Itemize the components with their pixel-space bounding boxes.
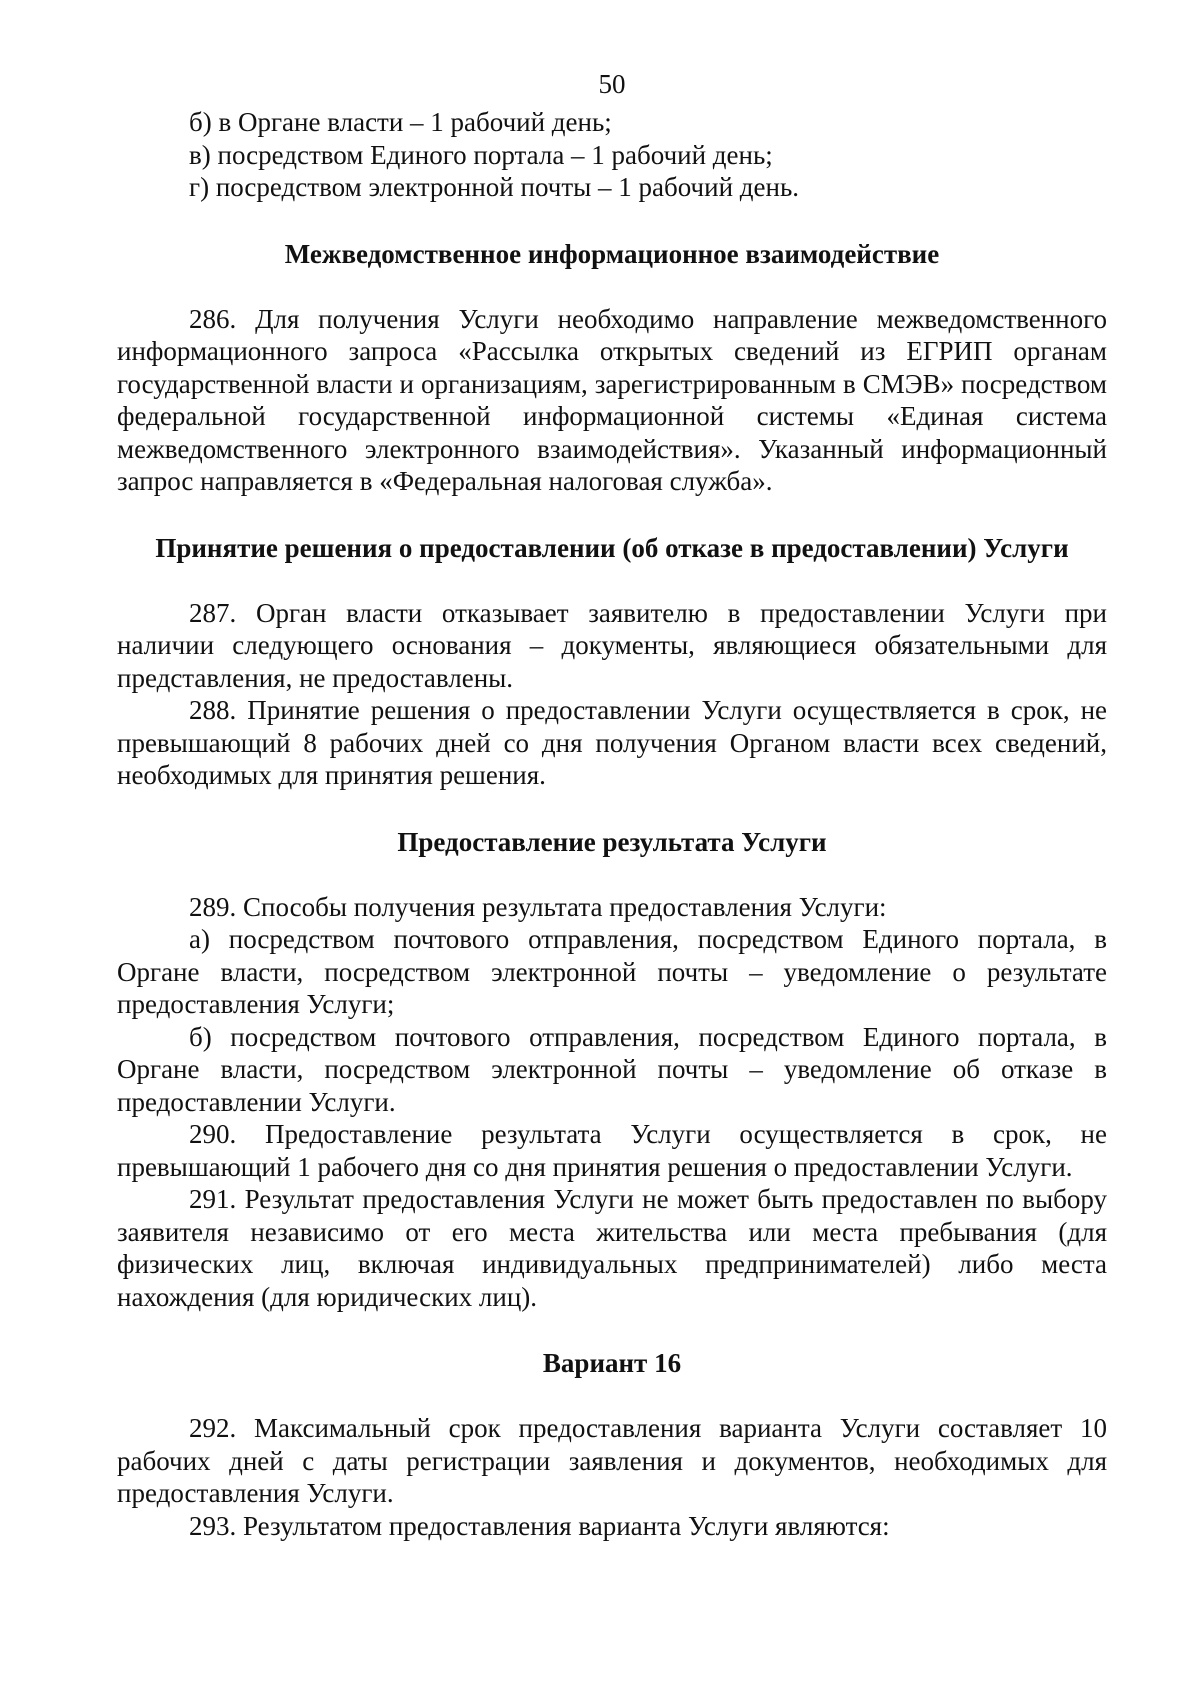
- spacer: [117, 792, 1107, 826]
- section-heading-interagency: Межведомственное информационное взаимодействие: [284, 238, 940, 269]
- intro-item-b: б) в Органе власти – 1 рабочий день;: [189, 107, 612, 137]
- intro-item-v: в) посредством Единого портала – 1 рабочий день;: [189, 139, 773, 170]
- paragraph-287: 287. Орган власти отказывает заявителю в предоставлении Услуги при наличии следующего основания – документы, являющиеся обязательными для представления, не предоставлены.: [117, 597, 1107, 693]
- paragraph-289-b: б) посредством почтового отправления, посредством Единого портала, в Органе власти, посредством электронной почты – уведомление об отказе в предоставлении Услуги.: [117, 1021, 1107, 1117]
- paragraph-289: 289. Способы получения результата предоставления Услуги:: [189, 891, 887, 922]
- paragraph-292: 292. Максимальный срок предоставления варианта Услуги составляет 10 рабочих дней с даты регистрации заявления и документов, необходимых для предоставления Услуги.: [117, 1413, 1107, 1508]
- section-heading-result: Предоставление результата Услуги: [397, 826, 827, 857]
- paragraph-288: 288. Принятие решения о предоставлении Услуги осуществляется в срок, не превышающий 8 рабочих дней со дня получения Органом власти всех сведений, необходимых для принятия решения.: [117, 695, 1107, 790]
- spacer: [117, 270, 1107, 303]
- paragraph-289-a: а) посредством почтового отправления, посредством Единого портала, в Органе власти, посредством электронной почты – уведомление о результате предоставления Услуги;: [117, 924, 1107, 1019]
- spacer: [117, 498, 1107, 532]
- paragraph-290: 290. Предоставление результата Услуги осуществляется в срок, не превышающий 1 рабочего дня со дня принятия решения о предоставлении Услуги.: [117, 1119, 1107, 1182]
- page-number: 50: [598, 69, 626, 99]
- section-heading-variant-16: Вариант 16: [542, 1348, 682, 1378]
- paragraph-286: 286. Для получения Услуги необходимо направление межведомственного информационного запроса «Рассылка открытых сведений из ЕГРИП органам государственной власти и организациям, зарегистрированным в СМЭВ» посредством федеральной государственной информационной системы «Единая система межведомственного электронного взаимодействия». Указанный информационный запрос направляется в «Федеральная налоговая служба».: [117, 303, 1107, 496]
- spacer: [117, 1379, 1107, 1412]
- intro-item-g: г) посредством электронной почты – 1 рабочий день.: [189, 172, 800, 202]
- spacer: [117, 858, 1107, 891]
- spacer: [117, 1313, 1107, 1347]
- spacer: [117, 564, 1107, 597]
- paragraph-291: 291. Результат предоставления Услуги не может быть предоставлен по выбору заявителя независимо от его места жительства или места пребывания (для физических лиц, включая индивидуальных предпринимателей) либо места нахождения (для юридических лиц).: [117, 1184, 1107, 1312]
- paragraph-293: 293. Результатом предоставления варианта Услуги являются:: [189, 1510, 890, 1541]
- section-heading-decision: Принятие решения о предоставлении (об отказе в предоставлении) Услуги: [155, 532, 1069, 563]
- spacer: [117, 204, 1107, 238]
